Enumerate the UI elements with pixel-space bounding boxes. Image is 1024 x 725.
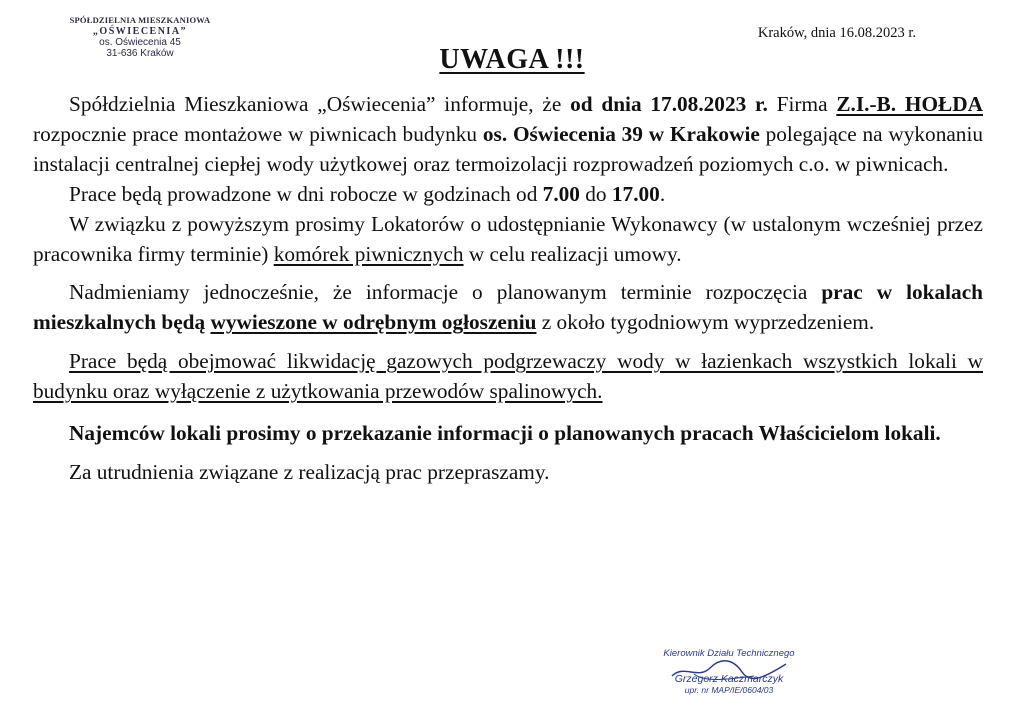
p4-text-a: Nadmieniamy jednocześnie, że informacje o planowanym terminie rozpoczęcia <box>69 280 822 305</box>
signature-stamp <box>624 648 834 695</box>
p1-text-e: rozpocznie prace montażowe w piwnicach budynku <box>33 121 483 146</box>
p2-start-hour: 7.00 <box>542 181 580 206</box>
p4-text-d: z około tygodniowym wyprzedzeniem. <box>536 310 875 335</box>
document-title: UWAGA !!! <box>439 44 585 75</box>
p3-basement-storage: komórek piwnicznych <box>273 241 464 266</box>
p1-text-g: polegające na wykonaniu instalacji centralnej ciepłej wody użytkowej oraz termoizolacji rozprowadzeń poziomych c.o. w piwnicach. <box>33 121 984 176</box>
signature-license: upr. nr MAP/IE/0604/03 <box>684 685 774 695</box>
stamp-line-2: „OŚWIECENIA” <box>92 25 188 37</box>
p4-separate-notice: wywieszone w odrębnym ogłoszeniu <box>210 310 537 335</box>
p4-bold-text: prac w lokalach mieszkalnych będą <box>33 280 983 335</box>
document-date: Kraków, dnia 16.08.2023 r. <box>757 25 916 41</box>
p2-text-a: Prace będą prowadzone w dni robocze w godzinach od <box>69 181 543 206</box>
handwritten-signature-icon <box>664 654 794 684</box>
paragraph-3 <box>33 210 983 270</box>
p1-address: os. Oświecenia 39 w Krakowie <box>482 121 760 146</box>
p3-text-a: W związku z powyższym prosimy Lokatorów o udostępnianie Wykonawcy (w ustalonym wcześniej przez pracownika firmy terminie) <box>33 211 983 266</box>
stamp-line-3: os. Oświecenia 45 <box>99 36 181 48</box>
p2-text-e: . <box>659 181 666 206</box>
paragraph-2 <box>33 180 983 210</box>
signature-name: Grzegorz Kaczmarczyk <box>674 673 784 685</box>
p1-text-c: Firma <box>767 92 837 116</box>
signature-role: Kierownik Działu Technicznego <box>663 648 795 659</box>
p1-company-name: Z.I.-B. HOŁDA <box>836 92 983 116</box>
paragraph-5 <box>33 347 983 407</box>
p1-start-date: od dnia 17.08.2023 r. <box>570 92 768 116</box>
p1-text-a: Spółdzielnia Mieszkaniowa „Oświecenia” informuje, że <box>69 92 571 116</box>
p3-text-c: w celu realizacji umowy. <box>463 241 682 266</box>
p2-end-hour: 17.00 <box>611 181 660 206</box>
document-body <box>33 90 983 488</box>
paragraph-4 <box>33 278 983 338</box>
stamp-line-1: SPÓŁDZIELNIA MIESZKANIOWA <box>69 15 211 25</box>
paragraph-1 <box>33 90 983 180</box>
paragraph-7 <box>33 458 983 488</box>
p2-text-c: do <box>579 181 612 206</box>
p6-text: Najemców lokali prosimy o przekazanie informacji o planowanych pracach Właścicielom lokali. <box>69 421 941 446</box>
paragraph-6 <box>33 419 983 449</box>
p7-text: Za utrudnienia związane z realizacją prac przepraszamy. <box>69 459 550 484</box>
p5-text: Prace będą obejmować likwidację gazowych podgrzewaczy wody w łazienkach wszystkich lokali w budynku oraz wyłączenie z użytkowania przewodów spalinowych. <box>33 349 983 404</box>
stamp-line-4: 31-636 Kraków <box>106 47 174 59</box>
